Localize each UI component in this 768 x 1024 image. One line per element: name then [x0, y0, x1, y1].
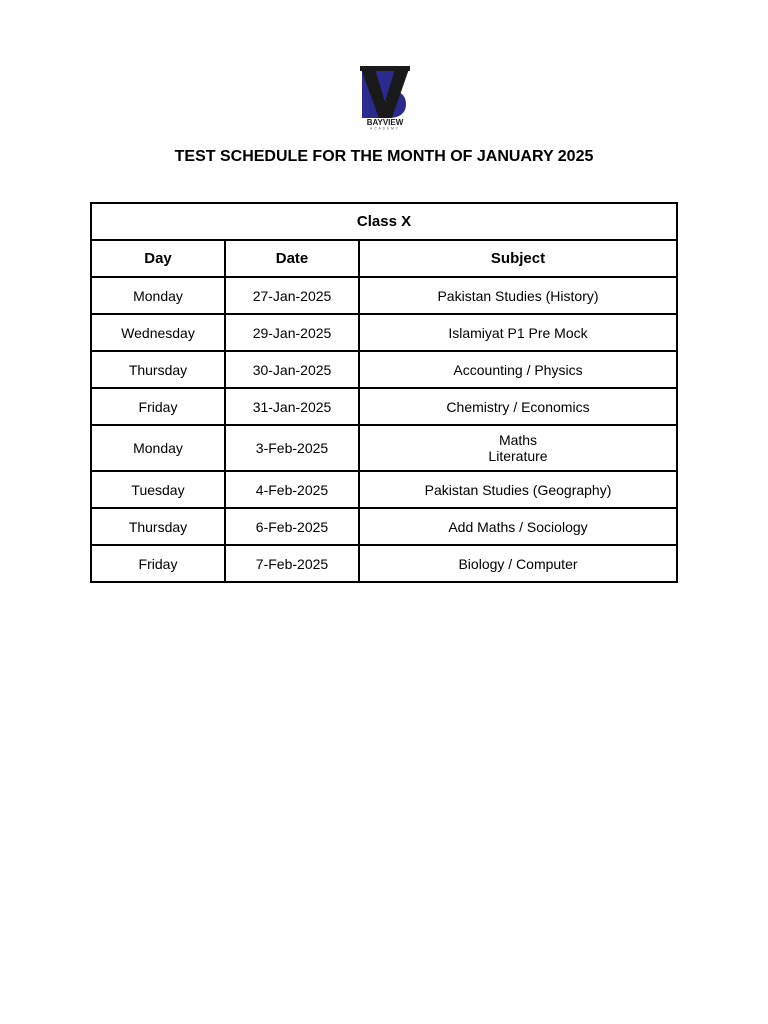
- cell-date: 27-Jan-2025: [225, 277, 359, 314]
- table-row: [91, 545, 677, 582]
- cell-day: Thursday: [91, 351, 225, 388]
- table-row: [91, 277, 677, 314]
- bayview-logo: [352, 62, 418, 130]
- class-label: Class X: [91, 203, 677, 240]
- cell-date: 4-Feb-2025: [225, 471, 359, 508]
- cell-subject: Pakistan Studies (Geography): [359, 471, 677, 508]
- logo-text: BAYVIEW: [366, 118, 404, 127]
- table-row: [91, 388, 677, 425]
- table-row: [91, 351, 677, 388]
- cell-day: Wednesday: [91, 314, 225, 351]
- cell-date: 31-Jan-2025: [225, 388, 359, 425]
- cell-day: Tuesday: [91, 471, 225, 508]
- cell-day: Friday: [91, 388, 225, 425]
- schedule-table: [90, 202, 678, 583]
- cell-date: 3-Feb-2025: [225, 425, 359, 471]
- header-subject: Subject: [359, 240, 677, 277]
- cell-day: Monday: [91, 425, 225, 471]
- table-row: [91, 508, 677, 545]
- cell-subject: Biology / Computer: [359, 545, 677, 582]
- cell-subject: Pakistan Studies (History): [359, 277, 677, 314]
- cell-date: 6-Feb-2025: [225, 508, 359, 545]
- table-row: [91, 471, 677, 508]
- cell-subject: Chemistry / Economics: [359, 388, 677, 425]
- table-row: [91, 425, 677, 471]
- table-row: [91, 314, 677, 351]
- cell-day: Monday: [91, 277, 225, 314]
- cell-day: Friday: [91, 545, 225, 582]
- cell-date: 29-Jan-2025: [225, 314, 359, 351]
- cell-subject: [359, 425, 677, 471]
- cell-subject: Islamiyat P1 Pre Mock: [359, 314, 677, 351]
- header-date: Date: [225, 240, 359, 277]
- cell-subject: Accounting / Physics: [359, 351, 677, 388]
- logo-subtext: ACADEMY: [370, 126, 400, 130]
- cell-date: 30-Jan-2025: [225, 351, 359, 388]
- page-title: TEST SCHEDULE FOR THE MONTH OF JANUARY 2025: [174, 148, 594, 165]
- cell-date: 7-Feb-2025: [225, 545, 359, 582]
- column-header-row: [91, 240, 677, 277]
- bayview-logo-icon: [352, 62, 418, 130]
- class-header-row: [91, 203, 677, 240]
- subject-line: Maths: [498, 432, 538, 448]
- header-day: Day: [91, 240, 225, 277]
- subject-line: Literature: [488, 448, 548, 464]
- cell-subject: Add Maths / Sociology: [359, 508, 677, 545]
- cell-day: Thursday: [91, 508, 225, 545]
